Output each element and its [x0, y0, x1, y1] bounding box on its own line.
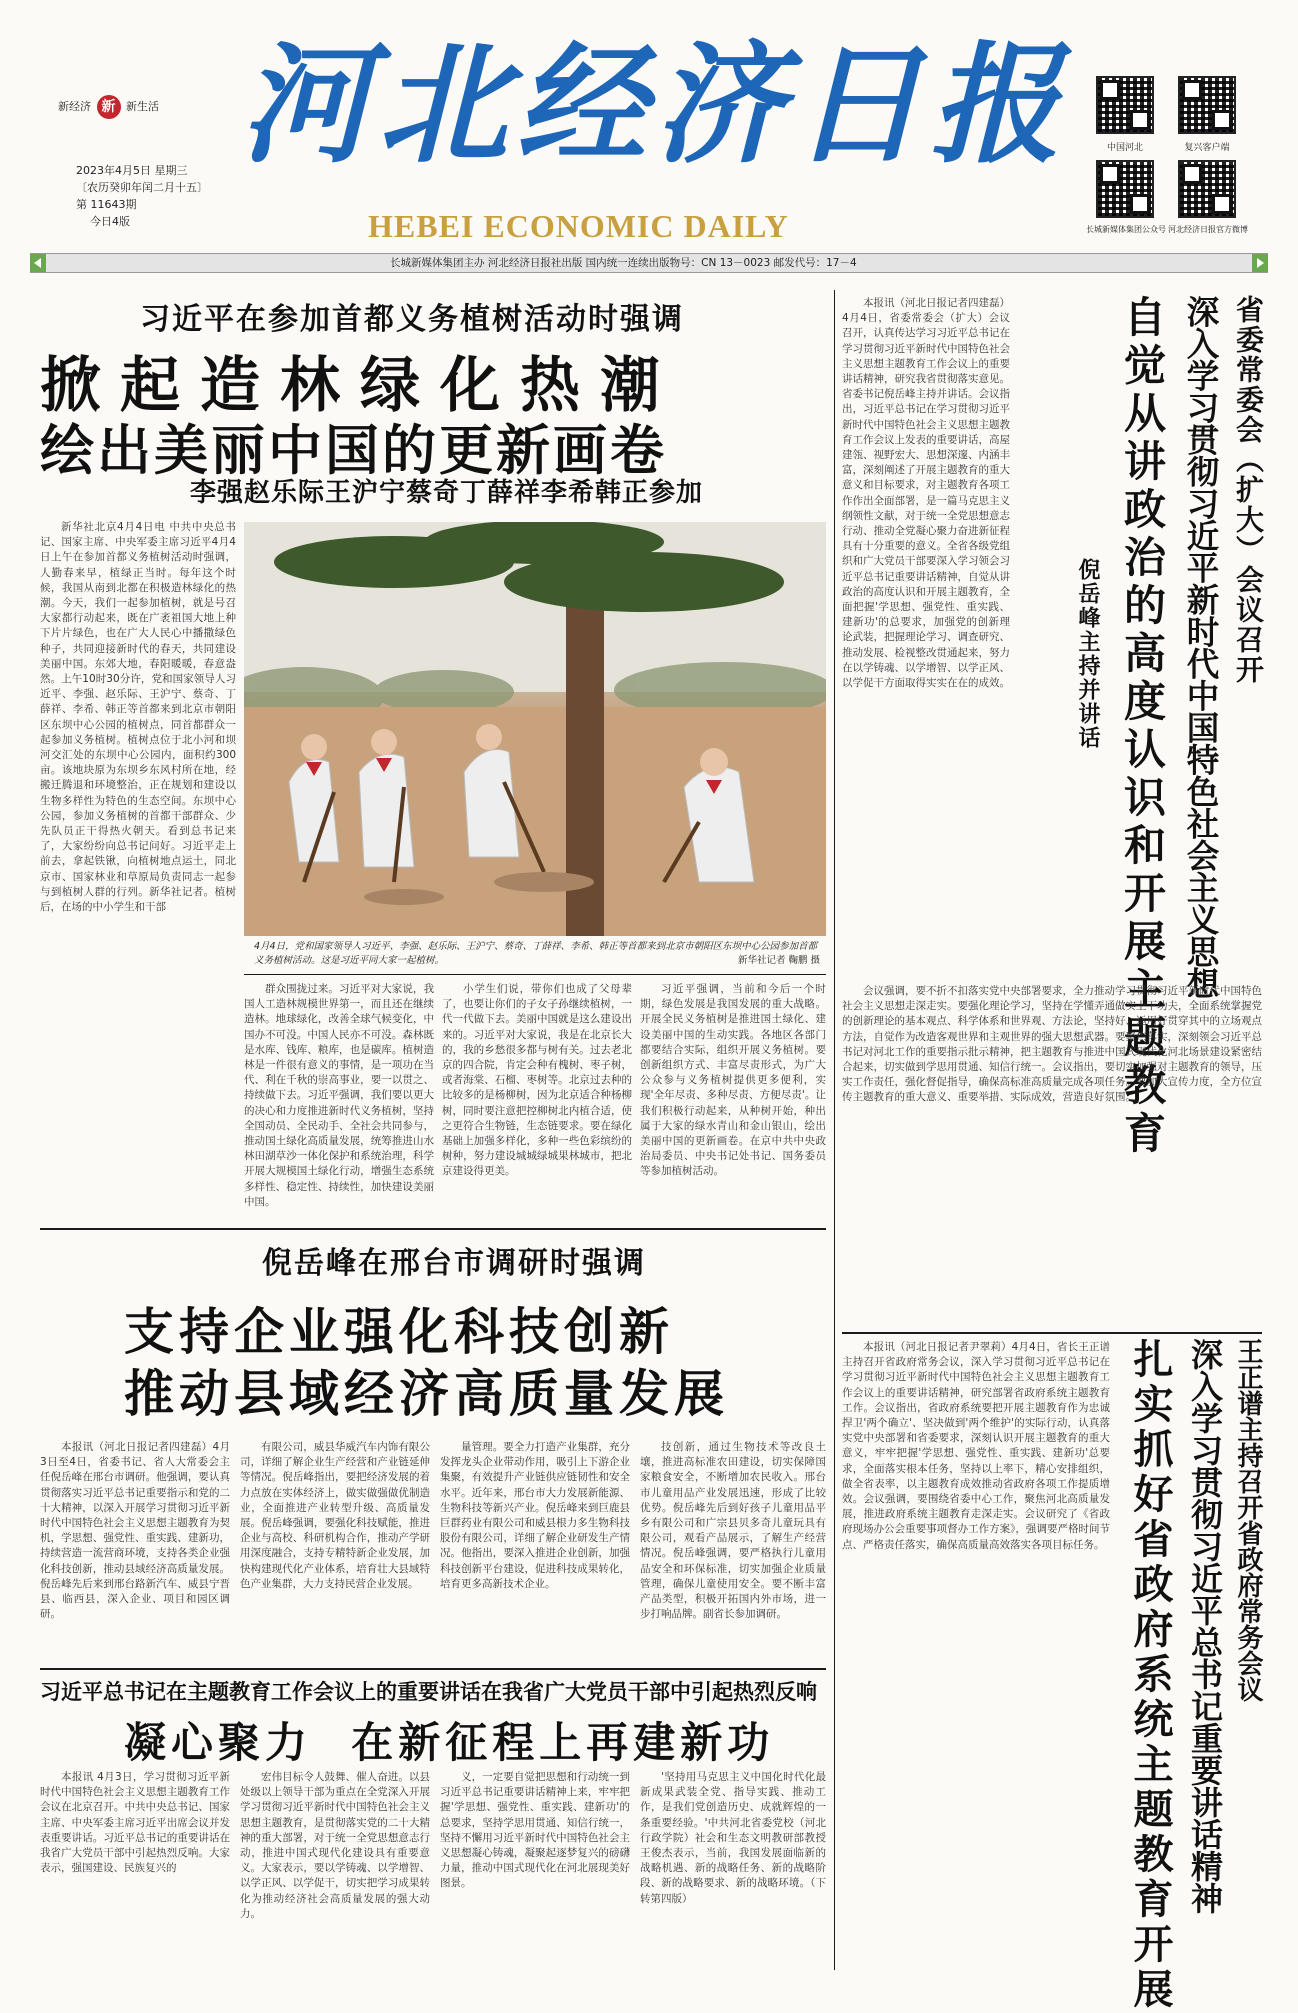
qr-code-wechat[interactable] — [1096, 160, 1154, 218]
planting-scene-illustration — [244, 522, 826, 936]
qr-code-fuxing[interactable] — [1178, 76, 1236, 134]
story2-column-a — [40, 1440, 230, 1660]
story2-kicker: 倪岳峰在邢台市调研时强调 — [262, 1246, 646, 1281]
story2-text-d: 技创新，通过生物技术等改良土壤，推进高标准农田建设，切实保障国家粮食安全，不断增加农民收入。邢台市儿童用品产业发展迅速，形成了比较优势。倪岳峰先后到好孩子儿童用品平乡有限公司和广宗县贝多奇儿童玩具有限公司，观看产品展示，了解生产经营情况。倪岳峰强调，要严格执行儿童用品安全和环保标准，切实加强企业质量管理，确保儿童使用安全。要不断丰富产品类型，积极开拓国内外市场，进一步打响品牌。副省长参加调研。 — [640, 1441, 826, 1621]
info-bar — [30, 253, 1268, 273]
side1-headline-2: 自觉从讲政治的高度认识和开展主题教育 — [1118, 295, 1167, 1159]
section-divider — [842, 1332, 1262, 1334]
caption-rule — [244, 974, 826, 975]
arrow-right-icon — [1257, 258, 1264, 268]
side1-column-top — [842, 296, 1010, 978]
slogan — [58, 95, 159, 119]
qr-label: 河北经济日报官方微博 — [1168, 225, 1248, 234]
story3-text-a: 本报讯 4月3日，学习贯彻习近平新时代中国特色社会主义思想主题教育工作会议在北京召开。中共中央总书记、国家主席、中央军委主席习近平出席会议并发表重要讲话。习近平总书记的重要讲话在我省广大党员干部中引起热烈反响。大家表示，强国建设、民族复兴的 — [40, 1771, 230, 1875]
issue-date: 2023年4月5日 星期三 — [76, 164, 188, 177]
info-bar-text: 长城新媒体集团主办 河北经济日报社出版 国内统一连续出版物号：CN 13－0023 邮发代号：17－4 — [390, 257, 857, 269]
story1-column-a — [40, 520, 236, 1220]
story1-column-b — [244, 982, 434, 1220]
story1-headline-1: 掀起造林绿化热潮 — [40, 351, 680, 421]
story3-column-d — [640, 1770, 826, 1965]
column-divider — [834, 290, 835, 1970]
story2-headline-2: 推动县域经济高质量发展 — [124, 1365, 729, 1423]
story2-text-b: 有限公司，威县华威汽车内饰有限公司，详细了解企业生产经营和产业链延伸等情况。倪岳峰指出，要把经济发展的着力点放在实体经济上，做实做强做优制造业，全面推进产业转型升级、高质量发展。倪岳峰强调，要强化科技赋能，推进企业与高校、科研机构合作，推动产学研用深度融合，支持专精特新企业发展，加快构建现代化产业体系，培育壮大县域特色产业集群，大力支持民营企业发展。 — [240, 1441, 430, 1590]
story3-text-c: 义，一定要自觉把思想和行动统一到习近平总书记重要讲话精神上来，牢牢把握'学思想、强党性、重实践、建新功'的总要求，坚持学思用贯通、知信行统一，坚持不懈用习近平新时代中国特色社会主义思想凝心铸魂，凝聚起逐梦复兴的磅礴力量，推动中国式现代化在河北展现美好图景。 — [440, 1771, 630, 1890]
story3-column-a — [40, 1770, 230, 1965]
story1-text-c: 小学生们说，带你们也成了父母辈了，也要让你们的子女子孙继续植树，一代一代做下去。美丽中国就是这么建设出来的。习近平对大家说，我是在北京长大的，我的乡愁很多都与树有关。过去老北京的四合院，肯定会种有槐树、枣子树，或者海棠、石榴、枣树等。北京过去种的比较多的是杨柳树，因为北京适合种杨柳树，同时要注意把控柳树北内植合适，使之更符合生物链，生态链要求。要在绿化基础上加强多样化，多种一些色彩缤纷的树种，努力建设城城绿城果林城市，把北京建设得更美。 — [442, 983, 632, 1178]
story1-kicker: 习近平在参加首都义务植树活动时强调 — [140, 302, 684, 337]
section-divider — [40, 1668, 826, 1670]
side1-text-full: 会议强调，要不折不扣落实党中央部署要求，全力推动学习贯彻习近平新时代中国特色社会主义思想走深走实。要强化理论学习，坚持在学懂弄通做实上下功夫，全面系统掌握党的创新理论的基本观点、科学体系和世界观、方法论，坚持好、运用好贯穿其中的立场观点方法，自觉作为改造客观世界和主观世界的强大思想武器。要聚焦落实，深刻领会习近平总书记对河北工作的重要指示批示精神，把主题教育与推进中国式现代化河北场景建设紧密结合起来，切实做到学思用贯通、知信行统一。会议指出，要切实加强对主题教育的领导，压实工作责任，强化督促指导，确保高标准高质量完成各项任务。要加大宣传力度，全方位宣传主题教育的重大意义、重要举措、实际成效，营造良好氛围。 — [842, 985, 1262, 1104]
story3-text-b: 宏伟目标令人鼓舞、催人奋进。以县处级以上领导干部为重点在全党深入开展学习贯彻习近平新时代中国特色社会主义思想主题教育，是贯彻落实党的二十大精神的重大部署，对于统一全党思想意志行动，推进中国式现代化建设具有重要意义。大家表示，要以学铸魂、以学增智、以学正风、以学促干，切实把学习成果转化为推动经济社会高质量发展的强大动力。 — [240, 1771, 430, 1920]
story3-column-c — [440, 1770, 630, 1965]
side2-text: 本报讯（河北日报记者尹翠莉）4月4日，省长王正谱主持召开省政府常务会议，深入学习贯彻习近平总书记在学习贯彻习近平新时代中国特色社会主义思想主题教育工作会议上的重要讲话精神，研究部署省政府系统主题教育工作。会议指出，省政府系统要把开展主题教育作为忠诚捍卫'两个确立'、坚决做到'两个维护'的实际行动，认真落实党中央部署和省委要求，深刻认识开展主题教育的重大意义，牢牢把握'学思想、强党性、重实践、建新功'总要求，全面落实根本任务，坚持以上率下，精心安排组织，做全省表率，以主题教育成效推动省政府各项工作提质增效。会议强调，要围绕省委中心工作，聚焦河北高质量发展，推进政府系统主题教育走深走实。会议研究了《省政府现场办公会重要事项督办工作方案》，强调要严格时间节点、严格责任落实，确保高质量高效落实各项目标任务。 — [842, 1341, 1110, 1551]
masthead-title: 河北经济日报 — [240, 28, 1069, 181]
nav-right-arrow[interactable] — [1252, 254, 1268, 272]
qr-label: 中国河北 — [1106, 143, 1143, 153]
story1-photo-credit: 新华社记者 鞠鹏 摄 — [737, 955, 820, 966]
story1-column-c — [442, 982, 632, 1220]
masthead-title-en: HEBEI ECONOMIC DAILY — [368, 208, 789, 244]
story1-text-a: 新华社北京4月4日电 中共中央总书记、国家主席、中央军委主席习近平4月4日上午在参加首都义务植树活动时强调，人勤春来早，植绿正当时。每年这个时候，我国从南到北都在积极造林绿化的热潮。今天，我们一起参加植树，就是号召大家都行动起来，既在广袤祖国大地上种下片片绿色，也在广大人民心中播撒绿色种子，共同迎接新时代的春天，共同建设美丽中国。东郊大地，春阳暖暖，春意盎然。上午10时30分许，党和国家领导人习近平、李强、赵乐际、王沪宁、蔡奇、丁薛祥、李希、韩正等首都来到北京市朝阳区东坝中心公园的植树点，同首都群众一起参加义务植树。植树点位于北小河和坝河交汇处的东坝中心公园内，面积约300亩。该地块原为东坝乡东风村所在地，经搬迁腾退和环境整治，正在规划和建设以生物多样性为特色的生态空间。东坝中心公园，参加义务植树的首都干部群众、少先队员正干得热火朝天。看到总书记来了，大家纷纷向总书记问好。习近平走上前去，拿起铁锹，向植树地点运土，同北京市、国家林业和草原局负责同志一起参与到植树人群的行列。新华社记者。植树后，在场的中小学生和干部 — [40, 521, 236, 914]
slogan-badge: 新 — [97, 95, 121, 119]
qr-label: 长城新媒体集团公众号 — [1086, 225, 1166, 234]
story3-column-b — [240, 1770, 430, 1965]
story1-headline-2: 绘出美丽中国的更新画卷 — [40, 419, 667, 482]
story1-photo[interactable] — [244, 522, 826, 936]
side2-column — [842, 1340, 1110, 1965]
story2-headline-1: 支持企业强化科技创新 — [124, 1303, 674, 1361]
issue-pages: 今日4版 — [90, 215, 130, 228]
story1-subhead: 李强赵乐际王沪宁蔡奇丁薛祥李希韩正参加 — [190, 478, 704, 508]
side2-headline-2: 扎实抓好省政府系统主题教育开展 — [1127, 1338, 1173, 2013]
qr-code-weibo[interactable] — [1178, 160, 1236, 218]
side1-byline: 倪岳峰主持并讲话 — [1075, 558, 1100, 750]
story2-text-c: 量管理。要全力打造产业集群，充分发挥龙头企业带动作用，吸引上下游企业集聚，有效提升产业链供应链韧性和安全水平。近年来，邢台市大力发展新能源、生物科技等新兴产业。倪岳峰来到巨鹿县巨群药业有限公司和威县根力多生物科技股份有限公司，详细了解企业研发生产情况。他指出，要深入推进企业创新，加强科技创新平台建设，促进科技成果转化，培育更多高新技术企业。 — [440, 1441, 630, 1590]
story3-text-d: '坚持用马克思主义中国化时代化最新成果武装全党、指导实践、推动工作，是我们党创造历史、成就辉煌的一条重要经验。'中共河北省委党校（河北行政学院）社会和生态文明教研部教授王俊杰表示，当前，我国发展面临新的战略机遇、新的战略任务、新的战略阶段、新的战略要求、新的战略环境。（下转第四版） — [640, 1771, 826, 1905]
side1-headline-1: 深入学习贯彻习近平新时代中国特色社会主义思想 — [1182, 295, 1220, 999]
story1-text-d: 习近平强调，当前和今后一个时期，绿色发展是我国发展的重大战略。开展全民义务植树是推进国土绿化、建设美丽中国的生动实践。各地区各部门都要结合实际，组织开展义务植树。要创新组织方式、丰富尽责形式，为广大公众参与义务植树提供更多便利，实现'全年尽责、多种尽责、方便尽责'。让我们积极行动起来，从种树开始，种出属于大家的绿水青山和金山银山，绘出美丽中国的更新画卷。在京中共中央政治局委员、中央书记处书记、国务委员等参加植树活动。 — [640, 983, 826, 1178]
side1-text-top: 本报讯（河北日报记者四建磊）4月4日，省委常委会（扩大）会议召开，认真传达学习习近平总书记在学习贯彻习近平新时代中国特色社会主义思想主题教育工作会议上的重要讲话精神，研究我省贯彻落实意见。省委书记倪岳峰主持并讲话。会议指出，习近平总书记在学习贯彻习近平新时代中国特色社会主义思想主题教育工作会议上发表的重要讲话，高屋建瓴、视野宏大、思想深邃、内涵丰富，深刻阐述了开展主题教育的重大意义和目标要求，对主题教育各项工作作出全面部署，是一篇马克思主义纲领性文献，对于统一全党思想意志行动、推动全党凝心聚力奋进新征程具有十分重要的意义。全省各级党组织和广大党员干部要深入学习领会习近平总书记重要讲话精神，自觉从讲政治的高度认识和开展主题教育，全面把握'学思想、强党性、重实践、建新功'的总要求，加强党的创新理论武装，把握理论学习、调查研究、推动发展、检视整改贯通起来，努力在以学铸魂、以学增智、以学正风、以学促干方面取得实实在在的成效。 — [842, 297, 1010, 690]
issue-info — [76, 162, 208, 230]
side1-column-full — [842, 984, 1262, 1326]
story1-caption-text: 4月4日，党和国家领导人习近平、李强、赵乐际、王沪宁、蔡奇、丁薛祥、李希、韩正等首都来到北京市朝阳区东坝中心公园参加首都义务植树活动。这是习近平同大家一起植树。 — [254, 941, 818, 966]
story3-headline: 凝心聚力 在新征程上再建新功 — [124, 1718, 775, 1767]
story2-column-d — [640, 1440, 826, 1660]
story3-kicker: 习近平总书记在主题教育工作会议上的重要讲话在我省广大党员干部中引起热烈反响 — [40, 1679, 817, 1704]
story2-text-a: 本报讯（河北日报记者四建磊）4月3日至4日，省委书记、省人大常委会主任倪岳峰在邢台市调研。他强调，要认真贯彻落实习近平总书记重要指示和党的二十大精神，以深入开展学习贯彻习近平新时代中国特色社会主义思想主题教育为契机，学思想、强党性、重实践、建新功，持续营造一流营商环境，支持各类企业强化科技创新，推动县域经济高质量发展。倪岳峰先后来到邢台路新汽车、威县宁晋县、临西县，深入企业、项目和园区调研。 — [40, 1441, 230, 1621]
nav-left-arrow[interactable] — [30, 254, 46, 272]
slogan-left: 新经济 — [58, 100, 91, 113]
slogan-right: 新生活 — [126, 100, 159, 113]
side1-kicker: 省委常委会（扩大）会议召开 — [1232, 295, 1265, 685]
section-divider — [40, 1228, 826, 1230]
story1-column-d — [640, 982, 826, 1220]
story2-column-b — [240, 1440, 430, 1660]
side2-headline-1: 深入学习贯彻习近平总书记重要讲话精神 — [1186, 1338, 1224, 1914]
side2-kicker: 王正谱主持召开省政府常务会议 — [1233, 1338, 1263, 1702]
issue-lunar: 〔农历癸卯年闰二月十五〕 — [76, 181, 208, 194]
story1-photo-caption — [254, 940, 820, 968]
issue-number: 第 11643期 — [76, 198, 137, 211]
arrow-left-icon — [34, 258, 41, 268]
qr-code-zhongguohebei[interactable] — [1096, 76, 1154, 134]
story2-column-c — [440, 1440, 630, 1660]
story1-text-b: 群众围拢过来。习近平对大家说，我国人工造林规模世界第一，而且还在继续造林。地球绿化，改善全球气候变化，中国办不可没。中国人民亦不可没。森林既是水库、钱库、粮库，也是碳库。植树造林是一件很有意义的事情，是一项功在当代、利在千秋的崇高事业，要一以贯之、持续做下去。习近平强调，我们要以更大的决心和力度推进新时代义务植树，坚持全国动员、全民动手、全社会共同参与，推动国土绿化高质量发展，统筹推进山水林田湖草沙一体化保护和系统治理，科学开展大规模国土绿化行动，增强生态系统多样性、稳定性、持续性，加快建设美丽中国。 — [244, 983, 434, 1208]
qr-label: 复兴客户端 — [1184, 143, 1230, 153]
